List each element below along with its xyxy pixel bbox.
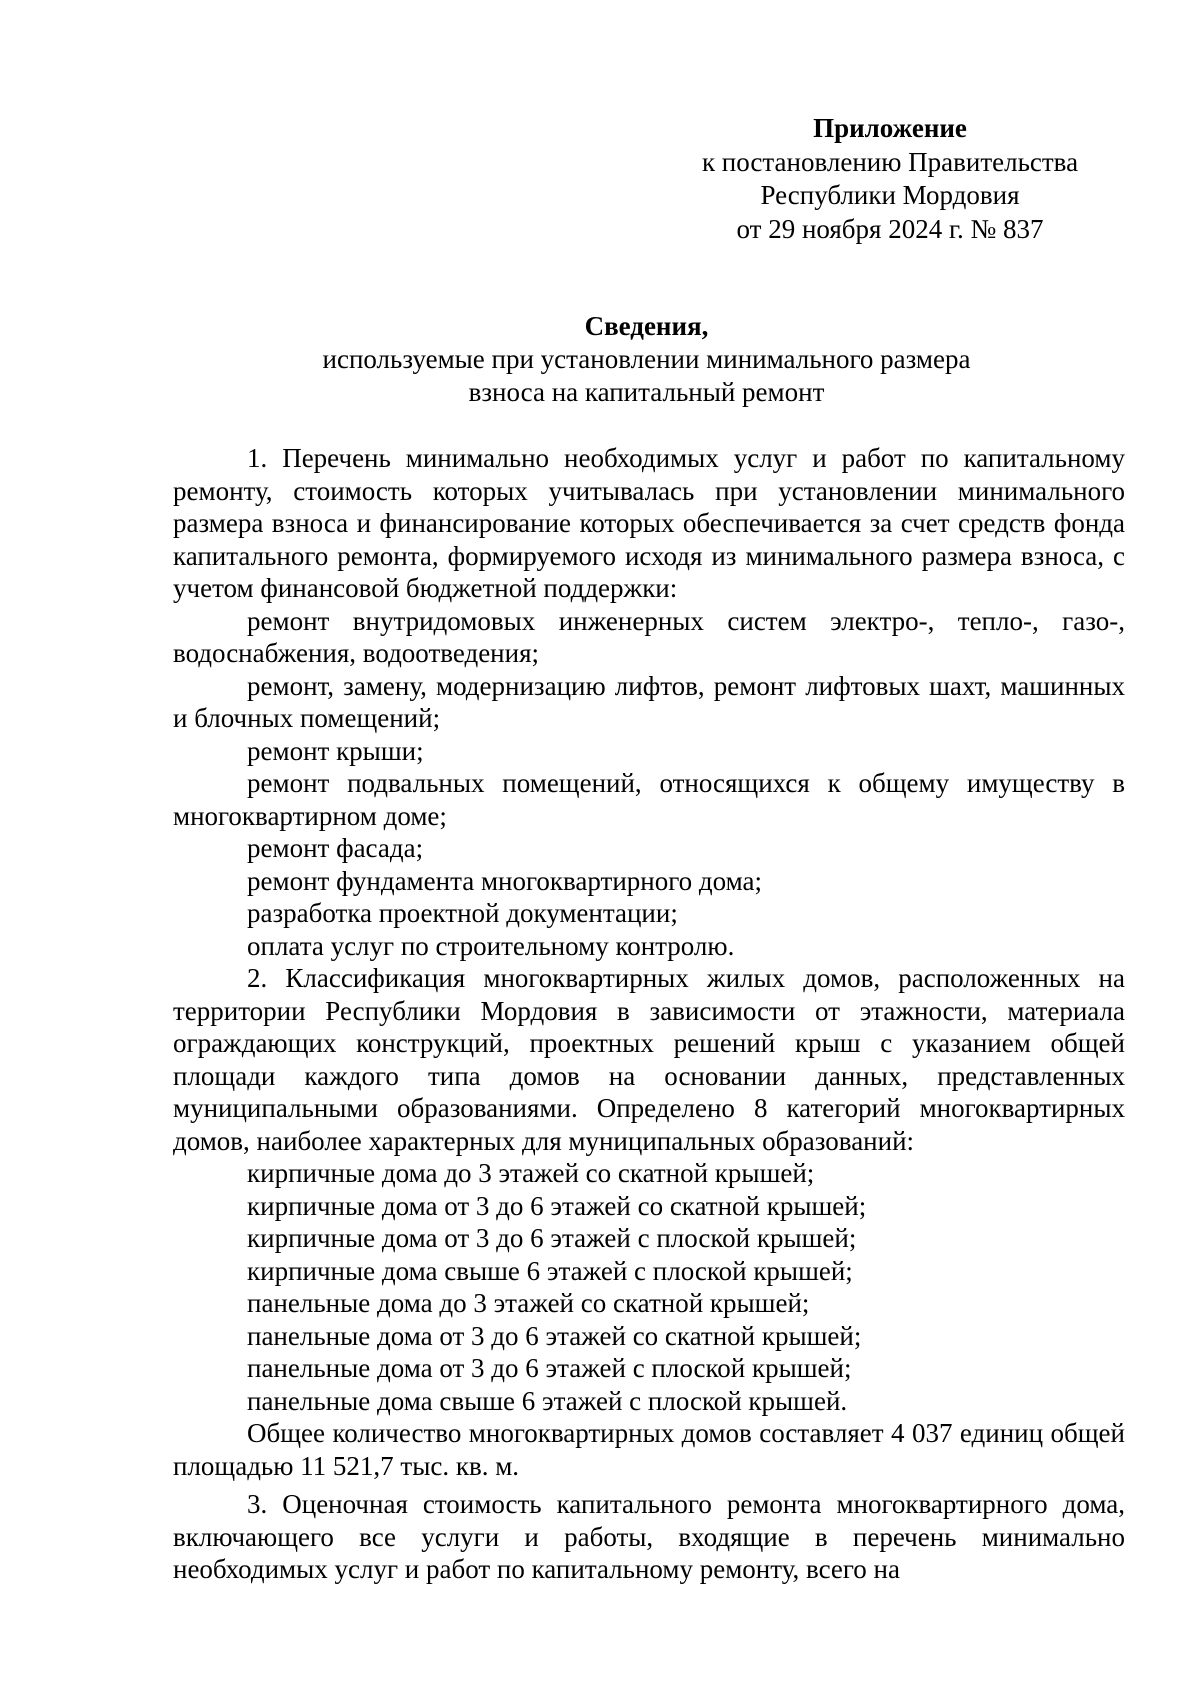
section-1-item: ремонт фасада; <box>247 833 424 863</box>
section-1-item: ремонт, замену, модернизацию лифтов, ремонт лифтовых шахт, машинных и блочных помещений; <box>173 670 1125 733</box>
appendix-line-2: Республики Мордовия <box>760 180 1020 210</box>
section-2-item: панельные дома свыше 6 этажей с плоской крышей. <box>247 1385 848 1416</box>
section-2-item: кирпичные дома от 3 до 6 этажей с плоской крышей; <box>247 1223 857 1253</box>
appendix-line-1: к постановлению Правительства <box>701 146 1079 177</box>
section-1-intro: 1. Перечень минимально необходимых услуг и работ по капитальному ремонту, стоимость которых учитывалась при установлении минимального размера взноса и финансирование которых обеспечивается за счет средств фонда капитального ремонта, формируемого исходя из минимального размера взноса, с учетом финансовой бюджетной поддержки: <box>173 443 1125 603</box>
section-2-item: панельные дома от 3 до 6 этажей со скатной крышей; <box>247 1320 862 1351</box>
heading-title: Сведения, <box>584 311 709 341</box>
section-2-item: кирпичные дома до 3 этажей со скатной крышей; <box>247 1158 815 1188</box>
section-1-item: ремонт внутридомовых инженерных систем электро-, тепло-, газо-, водоснабжения, водоотведения; <box>173 605 1125 668</box>
appendix-title: Приложение <box>813 113 967 143</box>
appendix-block <box>655 112 1125 246</box>
section-2-item: панельные дома от 3 до 6 этажей с плоской крышей; <box>247 1353 852 1383</box>
document-heading <box>170 310 1123 409</box>
document-body <box>173 442 1125 1586</box>
section-1-item: ремонт крыши; <box>247 735 424 766</box>
section-1-item: ремонт фундамента многоквартирного дома; <box>247 865 762 896</box>
section-1-item: ремонт подвальных помещений, относящихся к общему имуществу в многоквартирном доме; <box>173 768 1125 831</box>
section-2-total: Общее количество многоквартирных домов составляет 4 037 единиц общей площадью 11 521,7 тыс. кв. м. <box>173 1418 1125 1481</box>
section-1-item: оплата услуг по строительному контролю. <box>247 930 735 961</box>
section-2-intro: 2. Классификация многоквартирных жилых домов, расположенных на территории Республики Мордовия в зависимости от этажности, материала ограждающих конструкций, проектных решений крыш с указанием общей площади каждого типа домов на основании данных, представленных муниципальными образованиями. Определено 8 категорий многоквартирных домов, наиболее характерных для муниципальных образований: <box>173 963 1125 1156</box>
appendix-line-3: от 29 ноября 2024 г. № 837 <box>736 213 1044 244</box>
section-3-intro: 3. Оценочная стоимость капитального ремонта многоквартирного дома, включающего все услуги и работы, входящие в перечень минимально необходимых услуг и работ по капитальному ремонту, всего на <box>173 1489 1125 1584</box>
section-2-item: кирпичные дома свыше 6 этажей с плоской крышей; <box>247 1255 853 1286</box>
section-1-item: разработка проектной документации; <box>247 898 678 928</box>
section-2-item: панельные дома до 3 этажей со скатной крышей; <box>247 1288 810 1318</box>
heading-subtitle: используемые при установлении минимального размера взноса на капитальный ремонт <box>322 344 971 407</box>
section-2-item: кирпичные дома от 3 до 6 этажей со скатной крышей; <box>247 1190 867 1221</box>
